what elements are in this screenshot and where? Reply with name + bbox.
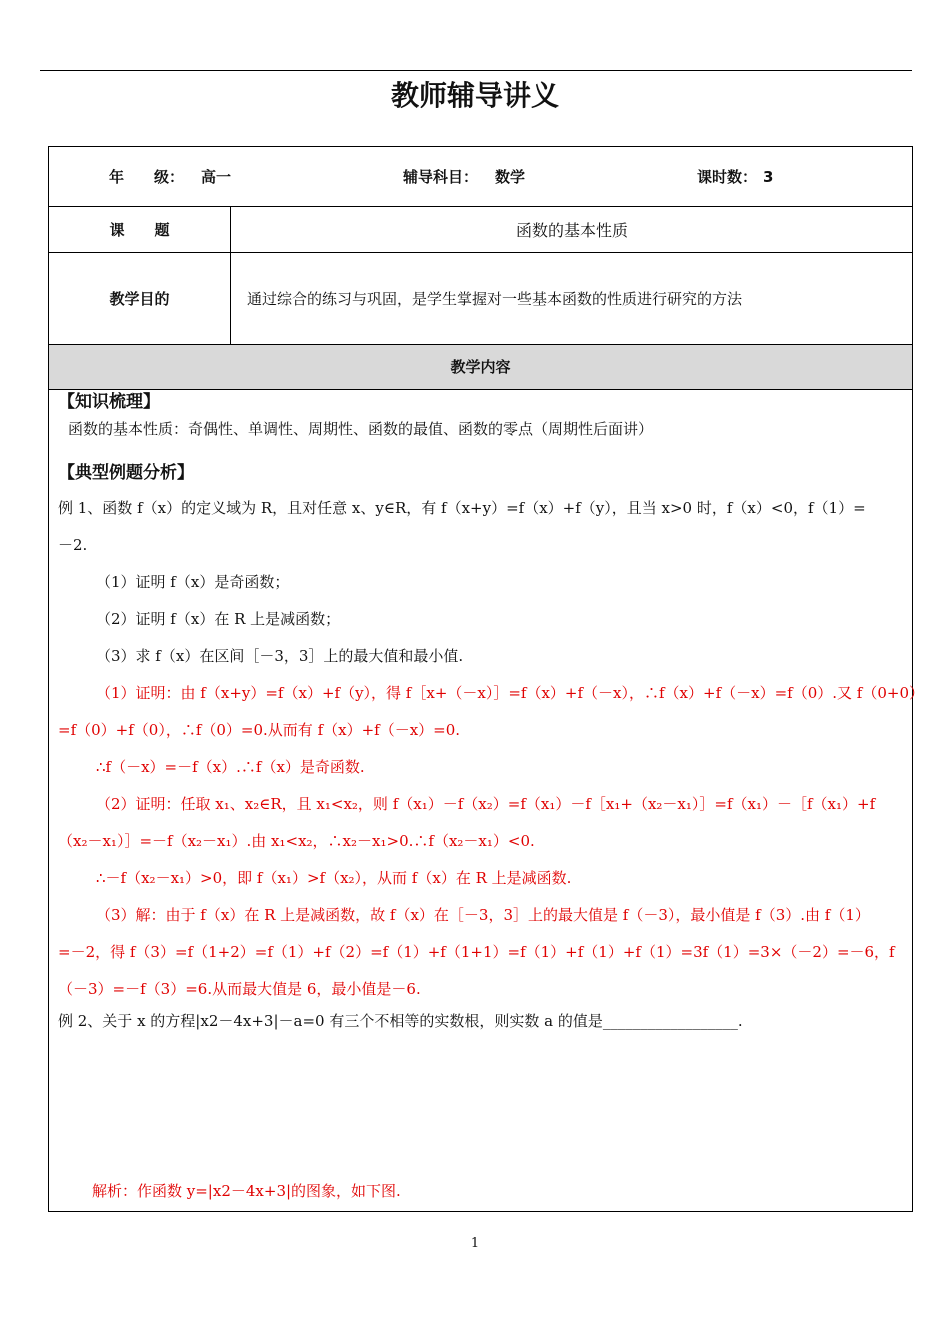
grade-label: 年 级： bbox=[109, 168, 185, 186]
goal-value: 通过综合的练习与巩固，是学生掌握对一些基本函数的性质进行研究的方法 bbox=[247, 289, 743, 308]
subject-value: 数学 bbox=[495, 168, 526, 186]
solution-2: 解析：作函数 y=|x2－4x+3|的图象，如下图. bbox=[92, 1182, 401, 1200]
knowledge-text: 函数的基本性质：奇偶性、单调性、周期性、函数的最值、函数的零点（周期性后面讲） bbox=[68, 420, 654, 438]
topic-label: 课 题 bbox=[109, 220, 170, 239]
example-2: 例 2、关于 x 的方程|x2－4x+3|－a=0 有三个不相等的实数根，则实数 a 的值是__________________. bbox=[58, 1012, 743, 1030]
example-line: （3）解：由于 f（x）在 R 上是减函数，故 f（x）在［－3，3］上的最大值是 f（－3），最小值是 f（3）.由 f（1） bbox=[96, 906, 870, 924]
example-line: （2）证明 f（x）在 R 上是减函数； bbox=[96, 610, 341, 628]
example-line: （1）证明 f（x）是奇函数； bbox=[96, 573, 290, 591]
example-lines bbox=[58, 490, 925, 1008]
example-line: －2. bbox=[58, 536, 88, 554]
topic-value: 函数的基本性质 bbox=[515, 220, 628, 240]
example-line: （3）求 f（x）在区间［－3，3］上的最大值和最小值. bbox=[96, 647, 464, 665]
header-rule bbox=[40, 70, 912, 71]
hours-value: 3 bbox=[763, 167, 774, 186]
lesson-content bbox=[58, 388, 925, 1204]
example-line: ∴f（－x）=－f（x）.∴f（x）是奇函数. bbox=[96, 758, 365, 776]
example-line: （2）证明：任取 x₁、x₂∈R，且 x₁<x₂，则 f（x₁）－f（x₂）=f（x₁）－f［x₁+（x₂－x₁）］=f（x₁）－［f（x₁）+f bbox=[96, 795, 876, 813]
example-line: =－2，得 f（3）=f（1+2）=f（1）+f（2）=f（1）+f（1+1）=f（1）+f（1）+f（1）=3f（1）=3×（－2）=－6，f bbox=[58, 943, 895, 961]
goal-label: 教学目的 bbox=[109, 289, 170, 308]
knowledge-heading: 【知识梳理】 bbox=[58, 392, 160, 412]
page-number: 1 bbox=[470, 1236, 480, 1251]
example-line: （1）证明：由 f（x+y）=f（x）+f（y），得 f［x+（－x）］=f（x）+f（－x），∴f（x）+f（－x）=f（0）.又 f（0+0） bbox=[96, 684, 925, 702]
examples-heading: 【典型例题分析】 bbox=[58, 463, 194, 483]
grade-value: 高一 bbox=[201, 168, 232, 186]
content-header: 教学内容 bbox=[450, 358, 511, 376]
example-line: =f（0）+f（0），∴f（0）=0.从而有 f（x）+f（－x）=0. bbox=[58, 721, 461, 739]
subject-label: 辅导科目： bbox=[403, 168, 479, 186]
example-line: ∴－f（x₂－x₁）>0，即 f（x₁）>f（x₂），从而 f（x）在 R 上是减函数. bbox=[96, 869, 572, 887]
hours-label: 课时数： bbox=[697, 168, 758, 186]
example-line: （－3）=－f（3）=6.从而最大值是 6，最小值是－6. bbox=[58, 980, 421, 998]
example-line: （x₂－x₁）］=－f（x₂－x₁）.由 x₁<x₂，∴x₂－x₁>0.∴f（x₂－x₁）<0. bbox=[58, 832, 535, 850]
example-line: 例 1、函数 f（x）的定义域为 R，且对任意 x、y∈R，有 f（x+y）=f（x）+f（y），且当 x>0 时，f（x）<0，f（1）= bbox=[58, 499, 866, 517]
page-title: 教师辅导讲义 bbox=[390, 79, 559, 112]
